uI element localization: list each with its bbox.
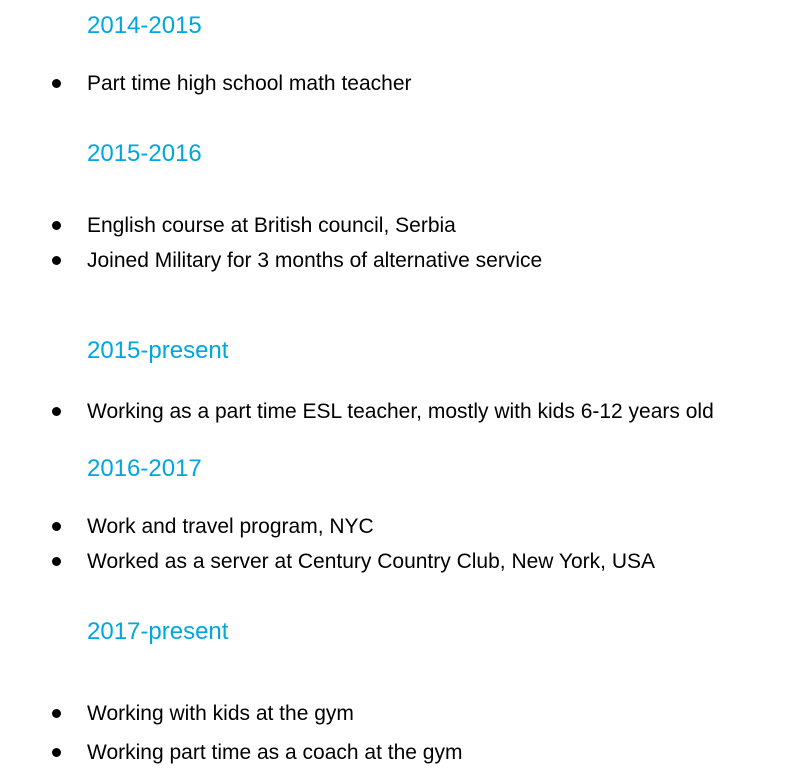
list-item	[0, 247, 811, 275]
list-item	[0, 513, 811, 541]
section-heading-2017-present: 2017-present	[87, 618, 229, 645]
section-heading-2015-2016: 2015-2016	[87, 140, 202, 167]
list-item-text: English course at British council, Serbia	[87, 214, 456, 237]
list-item-text: Worked as a server at Century Country Club, New York, USA	[87, 550, 656, 573]
bullet-dot-icon	[52, 522, 61, 531]
list-item	[0, 700, 811, 728]
bullet-dot-icon	[52, 557, 61, 566]
list-item-text: Working as a part time ESL teacher, mostly with kids 6-12 years old	[87, 400, 714, 423]
list-item-text: Part time high school math teacher	[87, 72, 412, 95]
list-item	[0, 548, 811, 576]
list-item	[0, 398, 811, 426]
list-item-text: Work and travel program, NYC	[87, 515, 374, 538]
list-item	[0, 212, 811, 240]
bullet-dot-icon	[52, 79, 61, 88]
list-item-text: Working part time as a coach at the gym	[87, 741, 463, 764]
bullet-dot-icon	[52, 256, 61, 265]
list-item	[0, 70, 811, 98]
bullet-dot-icon	[52, 407, 61, 416]
list-item-text: Joined Military for 3 months of alternative service	[87, 249, 543, 272]
list-item	[0, 739, 811, 767]
section-heading-2016-2017: 2016-2017	[87, 455, 202, 482]
bullet-dot-icon	[52, 709, 61, 718]
bullet-dot-icon	[52, 748, 61, 757]
section-heading-2015-present: 2015-present	[87, 337, 229, 364]
bullet-dot-icon	[52, 221, 61, 230]
section-heading-2014-2015: 2014-2015	[87, 12, 202, 39]
list-item-text: Working with kids at the gym	[87, 702, 354, 725]
